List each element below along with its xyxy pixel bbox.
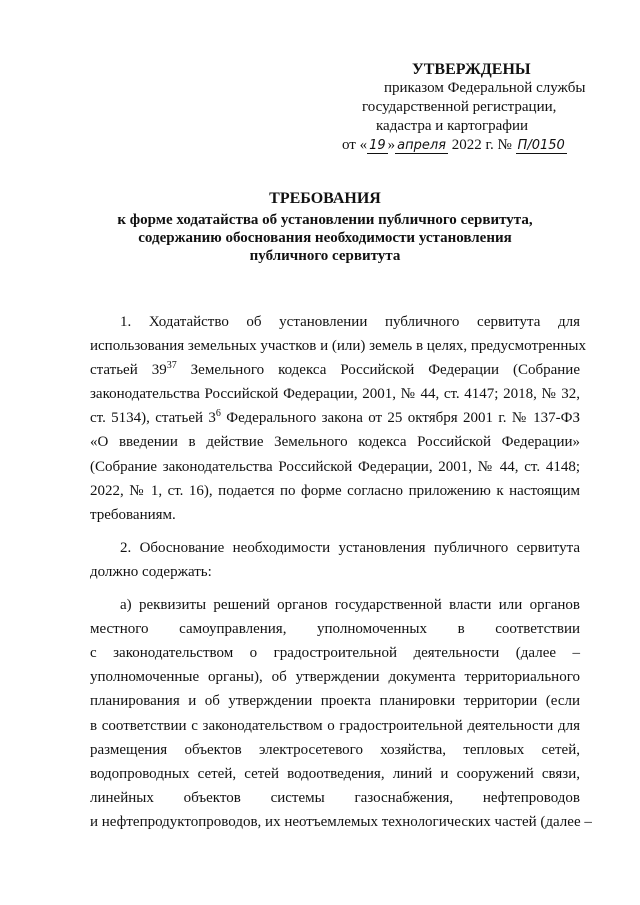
order-number-handwritten: П/0150 bbox=[517, 138, 565, 153]
superscript: 6 bbox=[215, 408, 221, 420]
text-line: планирования и об утверждении проекта планировки территории (если bbox=[90, 693, 580, 710]
date-day-handwritten: 19 bbox=[369, 138, 386, 153]
text-line: 2022, № 1, ст. 16), подается по форме согласно приложению к настоящим bbox=[90, 482, 580, 499]
text-line: и нефтепродуктопроводов, их неотъемлемых технологических частей (далее – bbox=[90, 813, 592, 830]
text-line: водопроводных сетей, сетей водоотведения, линий и сооружений связи, bbox=[90, 765, 580, 782]
text-line bbox=[90, 406, 580, 430]
heading-line: публичного сервитута bbox=[249, 248, 401, 264]
text-line: с законодательством о градостроительной деятельности (далее – bbox=[90, 645, 580, 662]
text-line: линейных объектов системы газоснабжения, нефтепроводов bbox=[90, 789, 580, 806]
superscript: 37 bbox=[166, 360, 177, 372]
text-line: размещения объектов электросетевого хозяйства, тепловых сетей, bbox=[90, 741, 580, 758]
date-mid: » bbox=[387, 137, 396, 153]
text-fragment: Земельного кодекса Российской Федерации (Собрание bbox=[176, 362, 580, 379]
heading-line: содержанию обоснования необходимости установления bbox=[138, 230, 512, 246]
document-body bbox=[90, 310, 592, 834]
approval-block bbox=[342, 60, 618, 155]
text-line: в соответствии с законодательством о градостроительной деятельности для bbox=[90, 717, 580, 734]
text-line: местного самоуправления, уполномоченных в соответствии bbox=[90, 621, 580, 638]
approval-title: УТВЕРЖДЕНЫ bbox=[412, 61, 531, 78]
date-prefix: от « bbox=[342, 137, 368, 153]
heading-line: к форме ходатайства об установлении публичного сервитута, bbox=[117, 212, 533, 228]
approval-line: государственной регистрации, bbox=[362, 99, 557, 115]
text-fragment: статьей 39 bbox=[90, 362, 167, 379]
text-line: 1. Ходатайство об установлении публичного сервитута для bbox=[120, 314, 580, 330]
text-line: законодательства Российской Федерации, 2001, № 44, ст. 4147; 2018, № 32, bbox=[90, 386, 580, 403]
approval-line: приказом Федеральной службы bbox=[384, 80, 586, 96]
date-year: 2022 г. № bbox=[451, 137, 512, 153]
text-fragment: ст. 5134), статьей 3 bbox=[90, 410, 216, 427]
text-fragment: Федерального закона от 25 октября 2001 г. № 137-ФЗ bbox=[220, 410, 581, 427]
text-line: требованиям. bbox=[90, 506, 176, 523]
approval-date-line bbox=[342, 136, 618, 155]
text-line: использования земельных участков и (или) земель в целях, предусмотренных bbox=[90, 338, 586, 355]
text-line bbox=[90, 358, 580, 382]
text-line: должно содержать: bbox=[90, 563, 212, 580]
text-line: 2. Обоснование необходимости установления публичного сервитута bbox=[120, 539, 580, 556]
text-line: (Собрание законодательства Российской Федерации, 2001, № 44, ст. 4148; bbox=[90, 458, 580, 475]
date-month-handwritten: апреля bbox=[397, 138, 447, 153]
document-title: ТРЕБОВАНИЯ bbox=[269, 190, 381, 207]
text-line: уполномоченные органы), об утверждении документа территориального bbox=[90, 669, 580, 686]
approval-line: кадастра и картографии bbox=[376, 118, 529, 134]
text-line: «О введении в действие Земельного кодекса Российской Федерации» bbox=[90, 434, 580, 451]
document-heading bbox=[90, 190, 560, 265]
text-line: а) реквизиты решений органов государственной власти или органов bbox=[120, 597, 580, 614]
